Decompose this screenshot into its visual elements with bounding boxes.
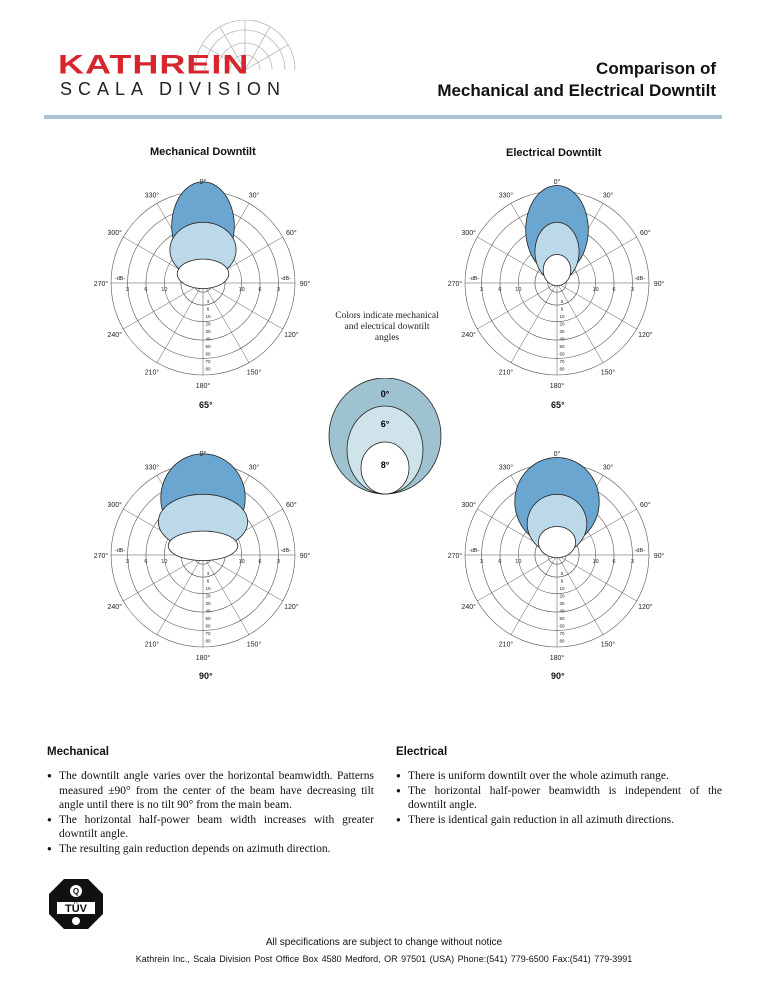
radial-db-label: 6	[560, 306, 564, 312]
beamwidth-label-elec-90: 90°	[551, 671, 565, 681]
angle-label: 90°	[653, 281, 665, 288]
radial-db-label: 10	[205, 314, 211, 319]
angle-label: 120°	[284, 604, 299, 611]
radial-db-label: 70	[205, 631, 211, 636]
db-axis-label: -dB-	[469, 548, 480, 554]
angle-label: 180°	[195, 655, 211, 662]
radial-db-label: 10	[559, 586, 565, 591]
radial-db-label: 30	[559, 329, 565, 334]
radial-db-label: 80	[205, 638, 211, 644]
angle-label: 210°	[144, 641, 160, 649]
angle-label: 330°	[498, 192, 514, 200]
angle-label: 270°	[447, 281, 463, 288]
db-axis-label: -dB-	[115, 548, 126, 554]
radial-db-label: 20	[559, 593, 565, 599]
db-tick-label: 6	[612, 287, 616, 293]
list-item: ● The resulting gain reduction depends on azimuth direction.	[47, 842, 374, 857]
angle-label: 180°	[549, 655, 565, 662]
electrical-heading: Electrical	[396, 746, 448, 758]
angle-label: 30°	[248, 464, 260, 472]
db-tick-label: 3	[126, 559, 130, 565]
db-tick-label: 10	[238, 287, 245, 293]
angle-label: 30°	[602, 192, 614, 200]
angle-label: 60°	[640, 230, 651, 237]
angle-label: 300°	[107, 230, 122, 237]
db-axis-label: -dB-	[634, 548, 645, 554]
list-item: ● There is uniform downtilt over the whole azimuth range.	[396, 769, 722, 784]
radial-db-label: 6	[560, 578, 564, 584]
radial-db-label: 50	[205, 344, 211, 349]
downtilt-color-legend	[328, 378, 442, 498]
angle-label: 90°	[299, 553, 311, 560]
mechanical-heading: Mechanical	[47, 746, 109, 758]
angle-label: 0°	[199, 451, 207, 458]
radial-db-label: 80	[205, 366, 211, 372]
db-tick-label: 10	[592, 559, 599, 565]
document-title	[437, 58, 716, 102]
radial-db-label: 6	[206, 578, 210, 584]
beamwidth-label-mech-90: 90°	[199, 671, 213, 681]
beamwidth-label-elec-65: 65°	[551, 400, 565, 410]
radial-db-label: 80	[559, 366, 565, 372]
division-name: SCALA DIVISION	[60, 79, 287, 99]
db-axis-label: -dB-	[634, 276, 645, 282]
radial-db-label: 30	[559, 601, 565, 606]
db-tick-label: 10	[515, 287, 522, 293]
radial-db-label: 20	[559, 321, 565, 327]
angle-label: 240°	[461, 332, 476, 339]
polar-plot-mechanical-65	[68, 170, 338, 400]
db-axis-label: -dB-	[280, 276, 291, 282]
db-tick-label: 3	[480, 287, 484, 293]
radial-db-label: 60	[559, 623, 565, 629]
angle-label: 30°	[602, 464, 614, 472]
angle-label: 30°	[248, 192, 260, 200]
radial-db-label: 10	[559, 314, 565, 319]
radial-db-label: 10	[205, 586, 211, 591]
polar-plot-electrical-90	[422, 442, 692, 672]
angle-label: 90°	[299, 281, 311, 288]
angle-label: 150°	[246, 641, 262, 649]
db-tick-label: 6	[258, 287, 262, 293]
beamwidth-label-mech-65: 65°	[199, 400, 213, 410]
db-axis-label: -dB-	[280, 548, 291, 554]
list-item: ● The downtilt angle varies over the horizontal beamwidth. Patterns measured ±90° from the center of the beam have decreasing tilt angle until there is no tilt 90° from the main beam.	[47, 769, 374, 813]
angle-label: 300°	[461, 502, 476, 509]
angle-label: 240°	[107, 604, 122, 611]
radial-db-label: 70	[559, 359, 565, 364]
angle-label: 120°	[638, 332, 653, 339]
angle-label: 270°	[93, 553, 109, 560]
angle-label: 150°	[246, 369, 262, 377]
angle-label: 60°	[286, 502, 297, 509]
angle-label: 0°	[553, 451, 561, 458]
electrical-downtilt-heading: Electrical Downtilt	[506, 147, 602, 159]
pattern-8-deg	[177, 259, 229, 288]
db-tick-label: 6	[612, 559, 616, 565]
db-tick-label: 10	[161, 287, 168, 293]
radial-db-label: 40	[205, 608, 211, 614]
radial-db-label: 40	[205, 336, 211, 342]
title-line-2: Mechanical and Electrical Downtilt	[437, 81, 716, 100]
legend-label-0: 0°	[380, 389, 390, 399]
pattern-8-deg	[543, 255, 571, 286]
db-tick-label: 6	[258, 559, 262, 565]
mechanical-downtilt-heading: Mechanical Downtilt	[150, 146, 256, 158]
db-tick-label: 6	[144, 287, 148, 293]
db-axis-label: -dB-	[115, 276, 126, 282]
radial-db-label: 60	[559, 351, 565, 357]
pattern-8-deg	[168, 531, 238, 560]
radiation-patterns	[170, 182, 236, 289]
radial-db-label: 3	[560, 299, 564, 304]
angle-label: 330°	[144, 464, 160, 472]
angle-label: 210°	[144, 369, 160, 377]
db-axis-label: -dB-	[469, 276, 480, 282]
db-tick-label: 6	[498, 287, 502, 293]
legend-label-6: 6°	[380, 419, 390, 429]
radial-db-label: 50	[559, 344, 565, 349]
angle-label: 270°	[93, 281, 109, 288]
tuv-certification-seal-icon	[48, 878, 104, 930]
angle-label: 90°	[653, 553, 665, 560]
mechanical-bullet-list	[47, 769, 374, 856]
title-line-1: Comparison of	[596, 59, 716, 78]
angle-label: 210°	[498, 369, 514, 377]
angle-label: 60°	[640, 502, 651, 509]
radial-db-label: 3	[206, 299, 210, 304]
brand-logo: KATHREIN	[58, 48, 250, 80]
db-tick-label: 3	[630, 287, 634, 293]
polar-plot-electrical-65	[422, 170, 692, 400]
radial-db-label: 70	[559, 631, 565, 636]
radial-db-label: 80	[559, 638, 565, 644]
svg-text:Q: Q	[72, 887, 80, 896]
radial-db-label: 20	[205, 593, 211, 599]
angle-label: 0°	[199, 179, 207, 186]
angle-label: 120°	[638, 604, 653, 611]
polar-plot-mechanical-90	[68, 442, 338, 672]
tuv-mark-text: TÜV	[65, 903, 87, 915]
db-tick-label: 6	[144, 559, 148, 565]
db-tick-label: 3	[276, 559, 280, 565]
angle-label: 330°	[498, 464, 514, 472]
radiation-patterns	[158, 454, 247, 561]
list-item: ● There is identical gain reduction in all azimuth directions.	[396, 813, 722, 828]
radiation-patterns	[515, 458, 599, 558]
db-tick-label: 10	[161, 559, 168, 565]
radial-db-label: 3	[560, 571, 564, 576]
db-tick-label: 10	[515, 559, 522, 565]
angle-label: 240°	[461, 604, 476, 611]
angle-label: 240°	[107, 332, 122, 339]
radiation-patterns	[526, 186, 589, 286]
angle-label: 120°	[284, 332, 299, 339]
radial-db-label: 30	[205, 329, 211, 334]
angle-label: 150°	[600, 369, 616, 377]
radial-db-label: 40	[559, 608, 565, 614]
radial-db-label: 50	[205, 616, 211, 621]
angle-label: 0°	[553, 179, 561, 186]
radial-db-label: 20	[205, 321, 211, 327]
header-divider	[44, 115, 722, 119]
db-tick-label: 6	[498, 559, 502, 565]
radial-db-label: 40	[559, 336, 565, 342]
angle-label: 180°	[549, 383, 565, 390]
db-tick-label: 3	[126, 287, 130, 293]
pattern-8-deg	[538, 527, 575, 558]
angle-label: 60°	[286, 230, 297, 237]
legend-label-8: 8°	[380, 460, 390, 470]
angle-label: 270°	[447, 553, 463, 560]
angle-label: 210°	[498, 641, 514, 649]
angle-label: 300°	[461, 230, 476, 237]
radial-db-label: 30	[205, 601, 211, 606]
list-item: ● The horizontal half-power beamwidth is independent of the downtilt angle.	[396, 784, 722, 813]
db-tick-label: 10	[238, 559, 245, 565]
list-item: ● The horizontal half-power beam width increases with greater downtilt angle.	[47, 813, 374, 842]
angle-label: 180°	[195, 383, 211, 390]
db-tick-label: 3	[630, 559, 634, 565]
radial-db-label: 50	[559, 616, 565, 621]
legend-caption: Colors indicate mechanical and electrical downtilt angles	[335, 311, 439, 343]
radial-db-label: 60	[205, 623, 211, 629]
radial-db-label: 6	[206, 306, 210, 312]
electrical-bullet-list	[396, 769, 722, 827]
angle-label: 330°	[144, 192, 160, 200]
radial-db-label: 60	[205, 351, 211, 357]
angle-label: 300°	[107, 502, 122, 509]
db-tick-label: 3	[480, 559, 484, 565]
db-tick-label: 10	[592, 287, 599, 293]
radial-db-label: 70	[205, 359, 211, 364]
db-tick-label: 3	[276, 287, 280, 293]
footer-address: Kathrein Inc., Scala Division Post Office Box 4580 Medford, OR 97501 (USA) Phone:(541) 779-6500 Fax:(541) 779-3991	[135, 954, 633, 964]
radial-db-label: 3	[206, 571, 210, 576]
footer-notice: All specifications are subject to change without notice	[265, 937, 503, 948]
angle-label: 150°	[600, 641, 616, 649]
